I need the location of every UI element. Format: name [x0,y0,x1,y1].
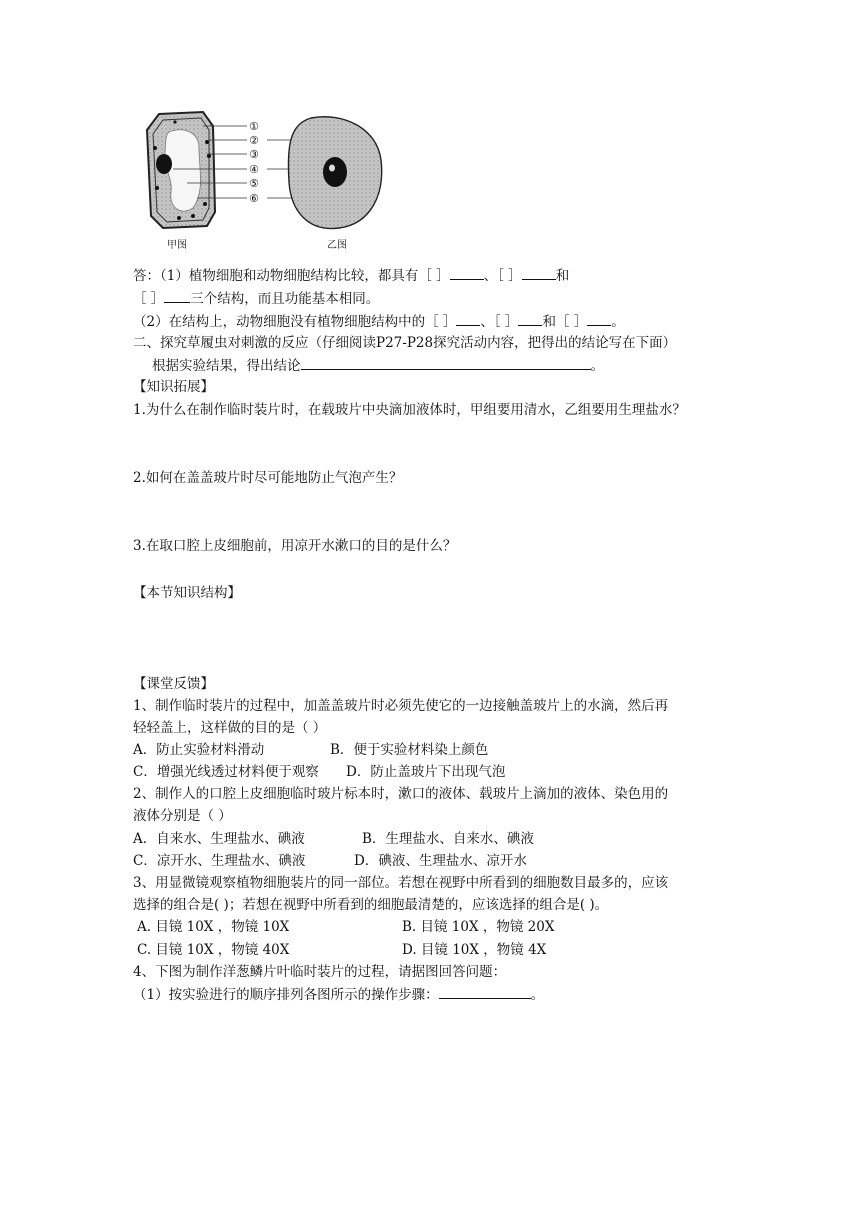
fb-q3-option-c: C. 目镜 10X ，物镜 40X [137,942,290,958]
fb-q4-line2 [133,985,544,1004]
fb-q4-end: 。 [530,987,545,1003]
cell-diagram [133,108,393,258]
answer-line-2 [133,289,379,308]
fb-q1-line1: 1、制作临时装片的过程中，加盖盖玻片时必须先使它的一边接触盖玻片上的水滴，然后再 [133,698,669,714]
structure-heading: 【本节知识结构】 [133,585,241,601]
conclusion-suffix: 。 [590,358,604,374]
blank [587,312,611,326]
fb-q1-option-b: B．便于实验材料染上颜色 [330,742,489,758]
answer-text: 、［ ］ [483,268,522,284]
answer-text: 。 [611,314,625,330]
fb-q1-option-a: A．防止实验材料滑动 [133,742,265,758]
fb-q2-option-d: D．碘液、生理盐水、凉开水 [354,853,527,869]
blank [518,312,542,326]
knowledge-q2: 2.如何在盖盖玻片时尽可能地防止气泡产生？ [133,470,403,486]
answer-text: （2）在结构上，动物细胞没有植物细胞结构中的［ ］ [133,314,457,330]
fb-q2-option-c: C．凉开水、生理盐水、碘液 [133,853,306,869]
blank [301,356,591,370]
label-4: ④ [249,163,259,176]
fb-q3-option-a: A. 目镜 10X ，物镜 10X [137,919,290,935]
blank [522,266,556,280]
fb-q3-option-d: D. 目镜 10X ，物镜 4X [402,942,547,958]
answer-line-3 [133,312,625,331]
fb-q3-line1: 3、用显微镜观察植物细胞装片的同一部位。若想在视野中所看到的细胞数目最多的，应该 [133,875,669,891]
label-6: ⑥ [249,192,259,205]
answer-text: 和 [555,268,570,284]
knowledge-q1: 1.为什么在制作临时装片时，在载玻片中央滴加液体时，甲组要用清水，乙组要用生理盐水？ [133,402,686,418]
knowledge-q3: 3.在取口腔上皮细胞前，用凉开水漱口的目的是什么？ [133,538,457,554]
label-5: ⑤ [249,177,259,190]
fb-q2-line2: 液体分别是（ ） [133,808,232,824]
feedback-heading: 【课堂反馈】 [133,676,214,692]
section2-conclusion [152,356,604,375]
fb-q1-option-c: C．增强光线透过材料便于观察 [133,764,319,780]
fb-q3-line2: 选择的组合是( )；若想在视野中所看到的细胞最清楚的，应该选择的组合是( )。 [133,897,609,913]
caption-right: 乙图 [327,240,347,251]
answer-text: 三个结构，而且功能基本相同。 [190,291,380,307]
fb-q1-option-d: D．防止盖玻片下出现气泡 [346,764,506,780]
plant-cell-drawing [147,112,215,228]
conclusion-prefix: 根据实验结果，得出结论 [152,358,301,374]
label-3: ③ [249,148,259,161]
fb-q2-line1: 2、制作人的口腔上皮细胞临时玻片标本时，漱口的液体、载玻片上滴加的液体、染色用的 [133,786,669,802]
label-1: ① [249,120,259,133]
blank [450,266,484,280]
answer-text: 和［ ］ [542,314,588,330]
fb-q1-line2: 轻轻盖上，这样做的目的是（ ） [133,720,327,736]
blank [439,985,531,999]
fb-q4-line1: 4、下图为制作洋葱鳞片叶临时装片的过程，请据图回答问题： [133,964,507,980]
fb-q4-prompt: （1）按实验进行的顺序排列各图所示的操作步骤： [133,987,439,1003]
blank [164,289,190,303]
fb-q2-option-a: A．自来水、生理盐水、碘液 [133,831,305,847]
answer-text: 、［ ］ [480,314,519,330]
knowledge-ext-heading: 【知识拓展】 [133,379,214,395]
answer-text: 答：（1）植物细胞和动物细胞结构比较，都具有［ ］ [133,268,450,284]
section2-title: 二、探究草履虫对刺激的反应（仔细阅读P27-P28探究活动内容，把得出的结论写在下面） [133,335,677,351]
caption-left: 甲图 [167,240,187,251]
fb-q3-option-b: B. 目镜 10X ，物镜 20X [402,919,555,935]
label-2: ② [249,134,259,147]
answer-text: ［ ］ [133,291,165,307]
fb-q2-option-b: B．生理盐水、自来水、碘液 [362,831,534,847]
animal-cell-drawing [288,117,381,229]
answer-line-1 [133,266,569,285]
blank [456,312,480,326]
